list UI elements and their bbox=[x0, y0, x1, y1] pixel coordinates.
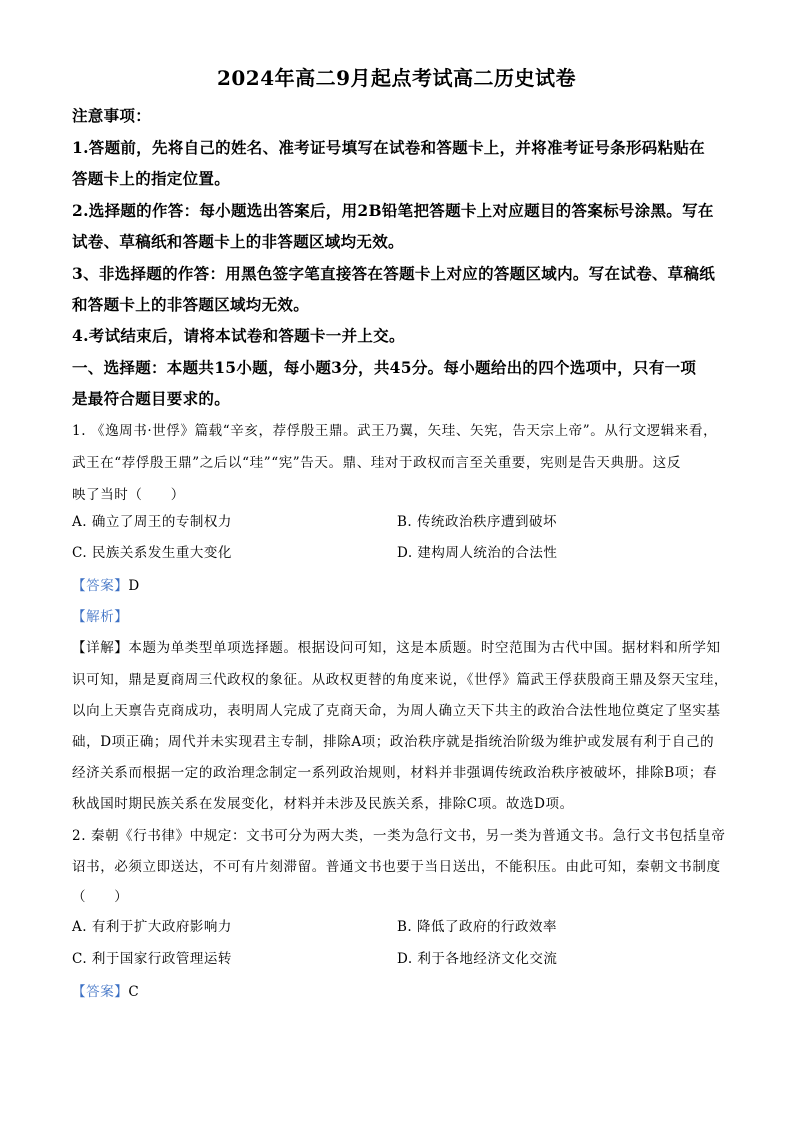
question-1-answer bbox=[72, 577, 724, 595]
answer-tag: 【答案】 bbox=[72, 578, 129, 594]
notice-line: 2.选择题的作答：每小题选出答案后，用2B铅笔把答题卡上对应题目的答案标号涂黑。写在 bbox=[72, 201, 714, 220]
question-2-stem: 2. 秦朝《行书律》中规定：文书可分为两大类，一类为急行文书，另一类为普通文书。急行文书包括皇帝 bbox=[72, 828, 726, 844]
answer-value: C bbox=[128, 984, 140, 1000]
question-1-detail: 础，D项正确；周代并未实现君主专制，排除A项；政治秩序就是指统治阶级为维护或发展有利于自己的 bbox=[72, 734, 715, 750]
question-2-stem: 诏书，必须立即送达，不可有片刻滞留。普通文书也要于当日送出，不能积压。由此可知，秦朝文书制度 bbox=[72, 859, 721, 875]
question-2-stem: （ ） bbox=[72, 889, 129, 905]
question-1-detail: 经济关系而根据一定的政治理念制定一系列政治规则，材料并非强调传统政治秩序被破坏，排除B项；春 bbox=[72, 765, 718, 781]
question-1-option-a: A. 确立了周王的专制权力 bbox=[72, 514, 232, 530]
question-1-detail: 秋战国时期民族关系在发展变化，材料并未涉及民族关系，排除C项。故选D项。 bbox=[72, 796, 574, 812]
question-1-detail: 识可知，鼎是夏商周三代政权的象征。从政权更替的角度来说，《世俘》篇武王俘获殷商王鼎及祭天宝珪， bbox=[72, 672, 728, 688]
notice-line: 试卷、草稿纸和答题卡上的非答题区域均无效。 bbox=[72, 232, 404, 251]
question-1-option-b: B. 传统政治秩序遭到破坏 bbox=[397, 514, 558, 530]
question-2-option-a: A. 有利于扩大政府影响力 bbox=[72, 919, 232, 935]
question-1-stem: 武王在“荐俘殷王鼎”之后以“珪”“宪”告天。鼎、珪对于政权而言至关重要，宪则是告天典册。这反 bbox=[72, 455, 682, 471]
question-1-option-c: C. 民族关系发生重大变化 bbox=[72, 545, 232, 561]
question-1-detail: 【详解】本题为单类型单项选择题。根据设问可知，这是本质题。时空范围为古代中国。据材料和所学知 bbox=[72, 640, 721, 656]
question-1-stem: 1. 《逸周书·世俘》篇载“辛亥，荐俘殷王鼎。武王乃翼，矢珪、矢宪，告天宗上帝”。从行文逻辑来看， bbox=[72, 423, 718, 439]
question-2-option-d: D. 利于各地经济文化交流 bbox=[397, 951, 558, 967]
notice-line: 1.答题前，先将自己的姓名、准考证号填写在试卷和答题卡上，并将准考证号条形码粘贴在 bbox=[72, 138, 705, 157]
answer-value: D bbox=[128, 578, 140, 594]
question-1-option-d: D. 建构周人统治的合法性 bbox=[397, 545, 558, 561]
question-2-option-b: B. 降低了政府的行政效率 bbox=[397, 919, 558, 935]
section-heading: 一、选择题：本题共15小题，每小题3分，共45分。每小题给出的四个选项中，只有一项 bbox=[72, 358, 697, 377]
question-2-answer bbox=[72, 983, 724, 1001]
notice-line: 4.考试结束后，请将本试卷和答题卡一并上交。 bbox=[72, 326, 405, 345]
page-title: 2024年高二9月起点考试高二历史试卷 bbox=[216, 66, 577, 90]
notice-line: 和答题卡上的非答题区域均无效。 bbox=[72, 295, 310, 314]
question-1-analysis-tag bbox=[72, 608, 724, 626]
analysis-tag: 【解析】 bbox=[72, 609, 129, 625]
answer-tag: 【答案】 bbox=[72, 984, 129, 1000]
section-heading: 是最符合题目要求的。 bbox=[72, 389, 231, 408]
question-1-detail: 以向上天禀告克商成功，表明周人完成了克商天命，为周人确立天下共主的政治合法性地位奠定了坚实基 bbox=[72, 703, 721, 719]
notice-line: 3、非选择题的作答：用黑色签字笔直接答在答题卡上对应的答题区域内。写在试卷、草稿纸 bbox=[72, 264, 716, 283]
notice-heading: 注意事项： bbox=[72, 106, 152, 125]
notice-line: 答题卡上的指定位置。 bbox=[72, 169, 231, 188]
question-1-stem: 映了当时（ ） bbox=[72, 487, 185, 503]
question-2-option-c: C. 利于国家行政管理运转 bbox=[72, 951, 232, 967]
